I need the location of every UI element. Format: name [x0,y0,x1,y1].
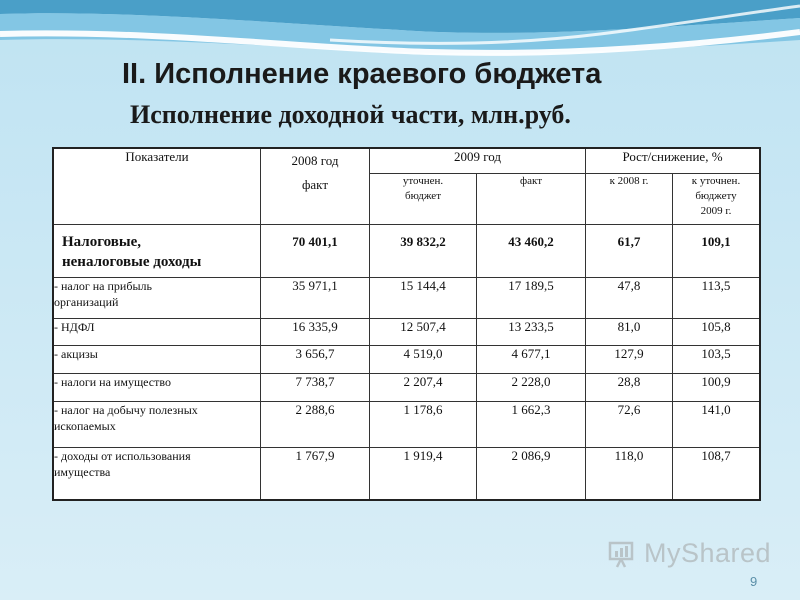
cell-vs-2008: 61,7 [586,225,673,278]
row-label-line1: Налоговые, [62,234,141,250]
table-row [53,346,760,374]
slide-subtitle: Исполнение доходной части, млн.руб. [130,100,571,129]
cell-budget-2009: 12 507,4 [370,319,477,346]
cell-budget-2009: 1 919,4 [370,448,477,500]
cell-fact-2008: 70 401,1 [261,225,370,278]
row-label-line1: - акцизы [54,347,98,361]
row-label [53,402,261,448]
cell-fact-2008: 35 971,1 [261,278,370,319]
cell-fact-2009: 4 677,1 [477,346,586,374]
row-label-line1: - НДФЛ [54,320,95,334]
header-vs-2008: к 2008 г. [586,174,673,225]
header-utochn-line2: бюджет [405,190,441,202]
header-2008 [261,148,370,225]
row-label [53,319,261,346]
header-kuto-line3: 2009 г. [700,205,732,217]
header-2008-line2: факт [301,177,329,192]
cell-vs-budget: 109,1 [673,225,761,278]
header-utochn-line1: уточнен. [402,175,444,187]
header-indicators: Показатели [53,148,261,225]
cell-fact-2009: 2 086,9 [477,448,586,500]
table-row [53,402,760,448]
revenue-table [52,147,761,501]
bar-chart-icon [608,539,638,569]
cell-fact-2008: 1 767,9 [261,448,370,500]
cell-vs-2008: 81,0 [586,319,673,346]
row-label-line1: - налог на добычу полезных [54,403,198,417]
cell-fact-2008: 7 738,7 [261,374,370,402]
cell-fact-2008: 3 656,7 [261,346,370,374]
cell-budget-2009: 39 832,2 [370,225,477,278]
page-number: 9 [750,574,758,589]
header-fakt-2009: факт [477,174,586,225]
row-label-line2: организаций [54,295,119,309]
row-label [53,448,261,500]
cell-budget-2009: 1 178,6 [370,402,477,448]
cell-fact-2008: 2 288,6 [261,402,370,448]
cell-vs-budget: 100,9 [673,374,761,402]
row-label [53,374,261,402]
row-label [53,278,261,319]
row-label [53,225,261,278]
cell-vs-budget: 105,8 [673,319,761,346]
header-vs-budget [673,174,761,225]
slide-title: II. Исполнение краевого бюджета [122,58,602,90]
cell-vs-2008: 47,8 [586,278,673,319]
cell-budget-2009: 4 519,0 [370,346,477,374]
cell-vs-budget: 103,5 [673,346,761,374]
cell-budget-2009: 15 144,4 [370,278,477,319]
cell-vs-2008: 118,0 [586,448,673,500]
header-kuto-line1: к уточнен. [691,175,741,187]
row-label [53,346,261,374]
table-row [53,319,760,346]
table-row [53,374,760,402]
table-row [53,448,760,500]
row-label-line1: - налоги на имущество [54,375,171,389]
header-utochn-budget [370,174,477,225]
cell-fact-2009: 13 233,5 [477,319,586,346]
row-label-line1: - налог на прибыль [54,279,152,293]
row-label-line1: - доходы от использования [54,449,191,463]
row-label-line2: ископаемых [54,419,116,433]
cell-fact-2009: 17 189,5 [477,278,586,319]
cell-budget-2009: 2 207,4 [370,374,477,402]
header-2008-line1: 2008 год [291,153,339,168]
cell-vs-budget: 141,0 [673,402,761,448]
row-label-line2: имущества [54,465,111,479]
watermark-text: MyShared [644,538,772,568]
header-growth: Рост/снижение, % [586,148,761,174]
cell-fact-2009: 2 228,0 [477,374,586,402]
cell-fact-2008: 16 335,9 [261,319,370,346]
header-kuto-line2: бюджету [695,190,737,202]
cell-vs-budget: 108,7 [673,448,761,500]
cell-fact-2009: 43 460,2 [477,225,586,278]
cell-fact-2009: 1 662,3 [477,402,586,448]
cell-vs-2008: 127,9 [586,346,673,374]
row-label-line2: неналоговые доходы [62,254,202,270]
table-row [53,278,760,319]
table-row [53,225,760,278]
cell-vs-budget: 113,5 [673,278,761,319]
cell-vs-2008: 72,6 [586,402,673,448]
header-2009: 2009 год [370,148,586,174]
cell-vs-2008: 28,8 [586,374,673,402]
watermark [608,538,771,569]
